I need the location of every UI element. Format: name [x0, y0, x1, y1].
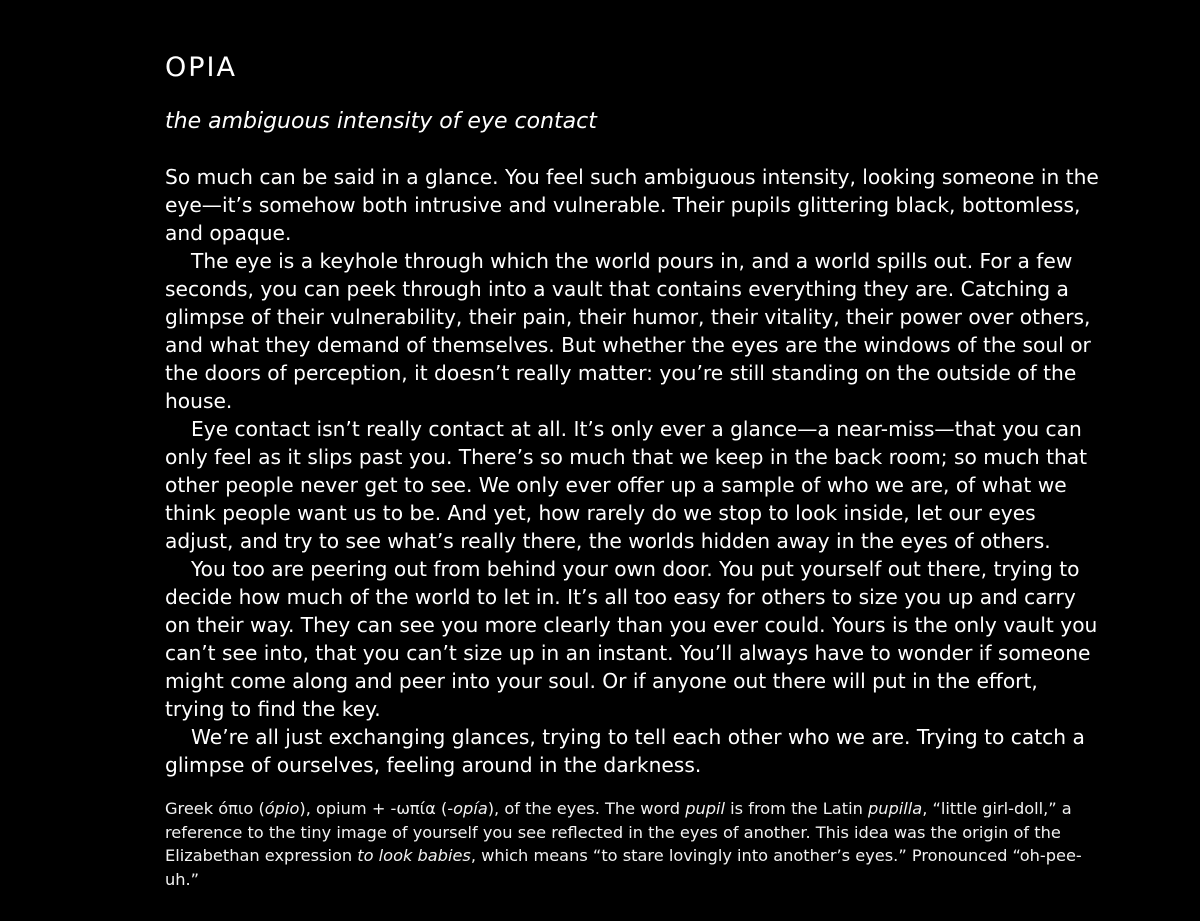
etymology-note: [165, 797, 1100, 891]
body-paragraph: You too are peering out from behind your own door. You put yourself out there, trying to decide how much of the world to let in. It’s all too easy for others to size you up and carry on their way. They can see you more clearly than you ever could. Yours is the only vault you can’t see into, that you can’t size up in an instant. You’ll always have to wonder if someone might come along and peer into your soul. Or if anyone out there will put in the effort, trying to find the key.: [165, 557, 1098, 721]
etymology-text: , “little girl-doll,” a reference to the tiny image of yourself you see reflected in the eyes of another. This idea was the origin of the Elizabethan expression: [165, 799, 1072, 865]
etymology-term: to look babies: [357, 846, 471, 865]
etymology-text: is from the Latin: [725, 799, 868, 818]
body-paragraph: The eye is a keyhole through which the world pours in, and a world spills out. For a few seconds, you can peek through into a vault that contains everything they are. Catching a glimpse of their vulnerability, their pain, their humor, their vitality, their power over others, and what they demand of themselves. But whether the eyes are the windows of the soul or the doors of perception, it doesn’t really matter: you’re still standing on the outside of the house.: [165, 249, 1091, 413]
etymology-text: ), opium + -ωπία (: [299, 799, 448, 818]
entry-word: OPIA: [165, 52, 237, 83]
body-paragraph: We’re all just exchanging glances, trying to tell each other who we are. Trying to catch a glimpse of ourselves, feeling around in the darkness.: [165, 725, 1085, 777]
dictionary-entry: [165, 48, 1100, 891]
etymology-term: pupil: [685, 799, 726, 818]
etymology-term: -opía: [447, 799, 488, 818]
etymology-term: ópio: [264, 799, 300, 818]
entry-body: [165, 163, 1100, 779]
entry-definition: the ambiguous intensity of eye contact: [165, 109, 597, 134]
body-paragraph: So much can be said in a glance. You feel such ambiguous intensity, looking someone in the eye—it’s somehow both intrusive and vulnerable. Their pupils glittering black, bottomless, and opaque.: [165, 165, 1099, 245]
body-paragraph: Eye contact isn’t really contact at all. It’s only ever a glance—a near-miss—that you can only feel as it slips past you. There’s so much that we keep in the back room; so much that other people never get to see. We only ever offer up a sample of who we are, of what we think people want us to be. And yet, how rarely do we stop to look inside, let our eyes adjust, and try to see what’s really there, the worlds hidden away in the eyes of others.: [165, 417, 1088, 553]
etymology-text: ), of the eyes. The word: [487, 799, 686, 818]
etymology-term: pupilla: [867, 799, 923, 818]
etymology-text: , which means “to stare lovingly into another’s eyes.” Pronounced “oh-pee-uh.”: [165, 846, 1082, 889]
etymology-text: Greek όπιο (: [165, 799, 265, 818]
